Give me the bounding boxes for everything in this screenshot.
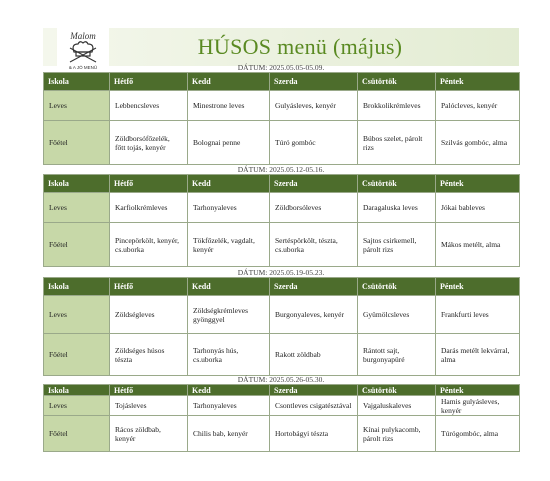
menu-cell: Rácos zöldbab, kenyér — [110, 416, 188, 452]
col-hetfo: Hétfő — [110, 73, 188, 91]
col-szerda: Szerda — [270, 385, 358, 396]
menu-cell: Túró gombóc — [270, 121, 358, 165]
col-csutortok: Csütörtök — [358, 278, 436, 296]
menu-table-week-3 — [43, 277, 520, 376]
week-date: DÁTUM: 2025.05.12-05.16. — [237, 165, 325, 174]
menu-cell: Bolognai penne — [188, 121, 270, 165]
menu-cell: Rakott zöldbab — [270, 334, 358, 376]
col-hetfo: Hétfő — [110, 175, 188, 193]
page-title: HÚSOS menü (május) — [197, 34, 403, 59]
menu-table-week-1 — [43, 72, 520, 165]
col-kedd: Kedd — [188, 73, 270, 91]
menu-cell: Frankfurti leves — [436, 296, 520, 334]
menu-cell: Csontleves csigatésztával — [270, 396, 358, 416]
menu-cell: Túrógombóc, alma — [436, 416, 520, 452]
menu-cell: Sajtos csirkemell, párolt rizs — [358, 223, 436, 267]
menu-cell: Darás metélt lekvárral, alma — [436, 334, 520, 376]
menu-cell: Jókai bableves — [436, 193, 520, 223]
row-label-leves: Leves — [44, 193, 110, 223]
menu-cell: Gulyásleves, kenyér — [270, 91, 358, 121]
menu-cell: Zöldborsóleves — [270, 193, 358, 223]
col-iskola: Iskola — [44, 385, 110, 396]
col-iskola: Iskola — [44, 278, 110, 296]
menu-cell: Sertéspörkölt, tészta, cs.uborka — [270, 223, 358, 267]
menu-cell: Mákos metélt, alma — [436, 223, 520, 267]
week-date: DÁTUM: 2025.05.19-05.23. — [237, 268, 325, 277]
col-iskola: Iskola — [44, 175, 110, 193]
row-label-foetel: Főétel — [44, 121, 110, 165]
week-date: DÁTUM: 2025.05.05-05.09. — [237, 63, 325, 72]
menu-cell: Zöldborsófőzelék, főtt tojás, kenyér — [110, 121, 188, 165]
col-kedd: Kedd — [188, 278, 270, 296]
col-pentek: Péntek — [436, 385, 520, 396]
menu-cell: Palócleves, kenyér — [436, 91, 520, 121]
menu-cell: Minestrone leves — [188, 91, 270, 121]
menu-cell: Daragaluska leves — [358, 193, 436, 223]
menu-cell: Lebbencsleves — [110, 91, 188, 121]
col-pentek: Péntek — [436, 278, 520, 296]
row-label-leves: Leves — [44, 296, 110, 334]
menu-cell: Kínai pulykacomb, párolt rizs — [358, 416, 436, 452]
col-szerda: Szerda — [270, 278, 358, 296]
col-kedd: Kedd — [188, 385, 270, 396]
col-kedd: Kedd — [188, 175, 270, 193]
menu-cell: Vajgaluskaleves — [358, 396, 436, 416]
col-pentek: Péntek — [436, 175, 520, 193]
menu-table-week-2 — [43, 174, 520, 267]
menu-cell: Brokkolikrémleves — [358, 91, 436, 121]
col-hetfo: Hétfő — [110, 385, 188, 396]
row-label-foetel: Főétel — [44, 334, 110, 376]
col-pentek: Péntek — [436, 73, 520, 91]
svg-text:& A JÓ MENÜ: & A JÓ MENÜ — [68, 65, 98, 70]
menu-cell: Hortobágyi tészta — [270, 416, 358, 452]
col-csutortok: Csütörtök — [358, 385, 436, 396]
menu-cell: Tarhonyás hús, cs.uborka — [188, 334, 270, 376]
menu-cell: Hamis gulyásleves, kenyér — [436, 396, 520, 416]
menu-cell: Burgonyaleves, kenyér — [270, 296, 358, 334]
menu-cell: Tarhonyaleves — [188, 396, 270, 416]
row-label-leves: Leves — [44, 91, 110, 121]
menu-cell: Zöldséges húsos tészta — [110, 334, 188, 376]
menu-cell: Búbos szelet, párolt rizs — [358, 121, 436, 165]
col-csutortok: Csütörtök — [358, 175, 436, 193]
svg-text:Malom: Malom — [70, 31, 96, 41]
menu-cell: Gyümölcsleves — [358, 296, 436, 334]
menu-cell: Zöldségleves — [110, 296, 188, 334]
row-label-foetel: Főétel — [44, 223, 110, 267]
week-date: DÁTUM: 2025.05.26-05.30. — [237, 375, 325, 384]
menu-cell: Rántott sajt, burgonyapüré — [358, 334, 436, 376]
row-label-leves: Leves — [44, 396, 110, 416]
menu-cell: Tökfőzelék, vagdalt, kenyér — [188, 223, 270, 267]
menu-cell: Tarhonyaleves — [188, 193, 270, 223]
menu-cell: Karfiolkrémleves — [110, 193, 188, 223]
col-iskola: Iskola — [44, 73, 110, 91]
row-label-foetel: Főétel — [44, 416, 110, 452]
col-szerda: Szerda — [270, 175, 358, 193]
menu-cell: Szilvás gombóc, alma — [436, 121, 520, 165]
menu-cell: Zöldségkrémleves gyönggyel — [188, 296, 270, 334]
menu-table-week-4 — [43, 384, 520, 452]
menu-cell: Pincepörkölt, kenyér, cs.uborka — [110, 223, 188, 267]
menu-cell: Chilis bab, kenyér — [188, 416, 270, 452]
col-hetfo: Hétfő — [110, 278, 188, 296]
col-csutortok: Csütörtök — [358, 73, 436, 91]
col-szerda: Szerda — [270, 73, 358, 91]
menu-cell: Tojásleves — [110, 396, 188, 416]
